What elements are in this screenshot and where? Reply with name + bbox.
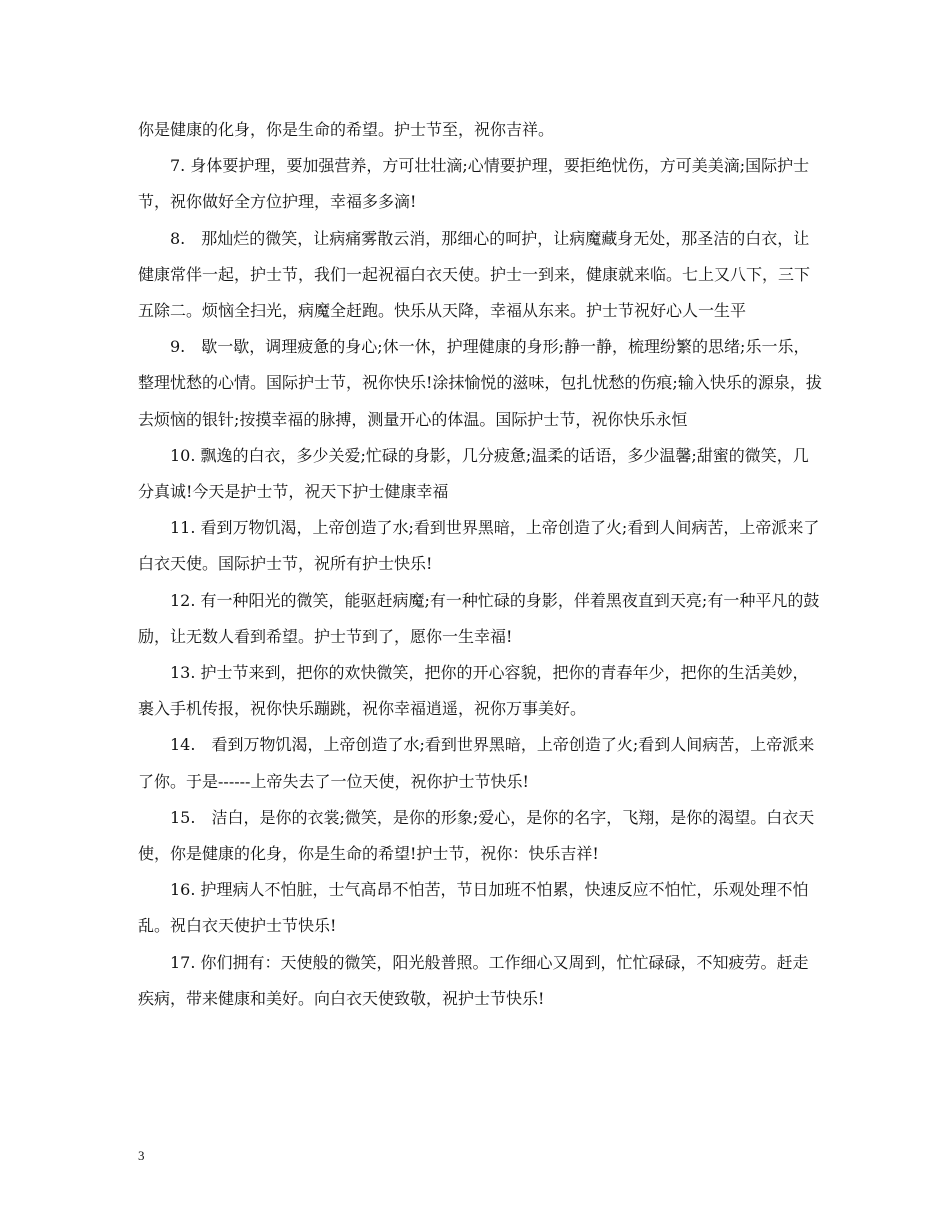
paragraph-item-7: 7. 身体要护理，要加强营养，方可壮壮滴;心情要护理，要拒绝忧伤，方可美美滴;国际护士节，祝你做好全方位护理，幸福多多滴! — [138, 156, 810, 212]
paragraph-item-15: 15. 洁白，是你的衣裳;微笑，是你的形象;爱心，是你的名字，飞翔，是你的渴望。白衣天使，你是健康的化身，你是生命的希望!护士节，祝你：快乐吉祥! — [138, 807, 815, 864]
paragraph-continuation: 你是健康的化身，你是生命的希望。护士节至，祝你吉祥。 — [138, 120, 555, 139]
paragraph-item-9: 9. 歇一歇，调理疲惫的身心;休一休，护理健康的身形;静一静，梳理纷繁的思绪;乐一乐，整理忧愁的心情。国际护士节，祝你快乐!涂抹愉悦的滋味，包扎忧愁的伤痕;输入快乐的源泉，拔去烦恼的银针;按摸幸福的脉搏，测量开心的体温。国际护士节，祝你快乐永恒 — [138, 337, 822, 429]
paragraph-item-11: 11. 看到万物饥渴，上帝创造了水;看到世界黑暗，上帝创造了火;看到人间病苦，上帝派来了白衣天使。国际护士节，祝所有护士快乐! — [138, 518, 820, 574]
page-number: 3 — [138, 1148, 145, 1163]
paragraph-item-13: 13. 护士节来到，把你的欢快微笑，把你的开心容貌，把你的青春年少，把你的生活美妙，裹入手机传报，祝你快乐蹦跳，祝你幸福逍遥，祝你万事美好。 — [138, 663, 809, 719]
paragraph-item-17: 17. 你们拥有：天使般的微笑，阳光般普照。工作细心又周到，忙忙碌碌，不知疲劳。赶走疾病，带来健康和美好。向白衣天使致敬，祝护士节快乐! — [138, 952, 809, 1008]
paragraph-item-12: 12. 有一种阳光的微笑，能驱赶病魔;有一种忙碌的身影，伴着黑夜直到天亮;有一种平凡的鼓励，让无数人看到希望。护士节到了，愿你一生幸福! — [138, 590, 820, 646]
paragraph-item-8: 8. 那灿烂的微笑，让病痛雾散云消，那细心的呵护，让病魔藏身无处，那圣洁的白衣，让健康常伴一起，护士节，我们一起祝福白衣天使。护士一到来，健康就来临。七上又八下，三下五除二。烦恼全扫光，病魔全赶跑。快乐从天降，幸福从东来。护士节祝好心人一生平 — [138, 228, 811, 321]
paragraph-item-16: 16. 护理病人不怕脏，士气高昂不怕苦，节日加班不怕累，快速反应不怕忙，乐观处理不怕乱。祝白衣天使护士节快乐! — [138, 880, 809, 936]
paragraph-item-10: 10. 飘逸的白衣，多少关爱;忙碌的身影，几分疲惫;温柔的话语，多少温馨;甜蜜的微笑，几分真诚!今天是护士节，祝天下护士健康幸福 — [138, 445, 809, 502]
paragraph-item-14: 14. 看到万物饥渴，上帝创造了水;看到世界黑暗，上帝创造了火;看到人间病苦，上帝派来了你。于是------上帝失去了一位天使，祝你护士节快乐! — [138, 735, 815, 791]
document-body — [138, 112, 824, 1017]
